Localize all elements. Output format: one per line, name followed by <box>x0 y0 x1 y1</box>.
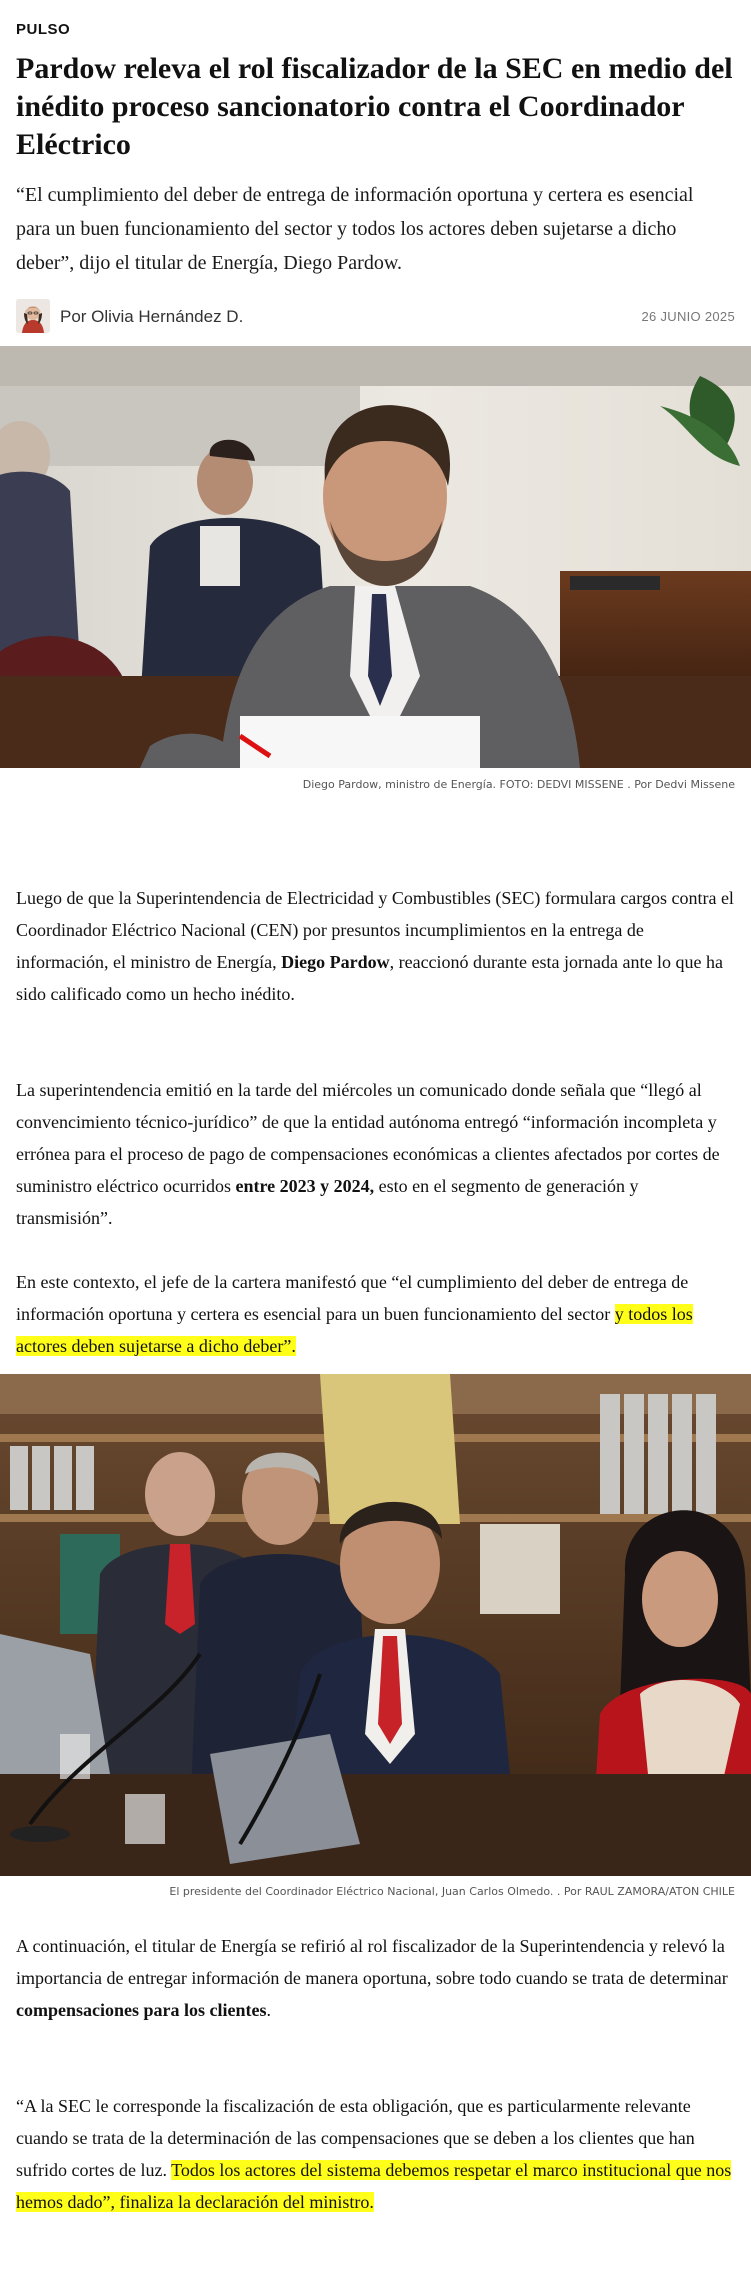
lead-photo-image <box>0 346 751 768</box>
body-paragraph-3 <box>16 1266 735 1362</box>
article-headline: Pardow releva el rol fiscalizador de la SEC en medio del inédito proceso sancionatorio contra el Coordinador Eléctrico <box>16 52 733 161</box>
second-photo <box>0 1374 751 1876</box>
author-avatar-image <box>16 299 50 333</box>
p4-text: A continuación, el titular de Energía se refirió al rol fiscalizador de la Superintendencia y relevó la importancia de entregar información de manera oportuna, sobre todo cuando se trata de determinar <box>16 1936 728 1988</box>
lead-photo-caption: Diego Pardow, ministro de Energía. FOTO: DEDVI MISSENE . Por Dedvi Missene <box>302 778 735 791</box>
p5-text: “A la SEC le corresponde la fiscalización de esta obligación, que es particularmente relevante cuando se trata de la determinación de las compensaciones que se deben a los clientes que han sufrido cortes de luz. <box>16 2096 695 2180</box>
body-paragraph-2 <box>16 1074 735 1234</box>
p3-text: En este contexto, el jefe de la cartera manifestó que “el cumplimiento del deber de entrega de información oportuna y certera es esencial para un buen funcionamiento del sector <box>16 1272 689 1324</box>
p5-highlight: Todos los actores del sistema debemos respetar el marco institucional que nos hemos dado”, finaliza la declaración del ministro. <box>16 2160 732 2212</box>
p3-highlight: y todos los actores deben sujetarse a dicho deber”. <box>16 1304 693 1356</box>
p2-text-end: esto en el segmento de generación y transmisión”. <box>16 1176 639 1228</box>
p1-bold: Diego Pardow <box>281 952 390 972</box>
p2-bold: entre 2023 y 2024, <box>235 1176 375 1196</box>
byline <box>16 299 735 335</box>
second-photo-image <box>0 1374 751 1876</box>
author-avatar[interactable] <box>16 299 50 333</box>
body-paragraph-5 <box>16 2090 735 2218</box>
second-photo-caption: El presidente del Coordinador Eléctrico Nacional, Juan Carlos Olmedo. . Por RAUL ZAMORA/ATON CHILE <box>169 1885 735 1898</box>
body-paragraph-4 <box>16 1930 735 2026</box>
p4-bold: compensaciones para los clientes <box>16 2000 267 2020</box>
article-dek: “El cumplimiento del deber de entrega de información oportuna y certera es esencial para un buen funcionamiento del sector y todos los actores deben sujetarse a dicho deber”, dijo el titular de Energía, Diego Pardow. <box>16 184 694 274</box>
p1-text: Luego de que la Superintendencia de Electricidad y Combustibles (SEC) formulara cargos contra el Coordinador Eléctrico Nacional (CEN) por presuntos incumplimientos en la entrega de información, el ministro de Energía, <box>16 888 734 972</box>
p1-text-end: , reaccionó durante esta jornada ante lo que ha sido calificado como un hecho inédito. <box>16 952 723 1004</box>
body-paragraph-1 <box>16 882 735 1010</box>
section-label[interactable]: PULSO <box>16 21 71 38</box>
p4-text-end: . <box>266 2000 271 2020</box>
publish-date: 26 JUNIO 2025 <box>641 309 735 324</box>
author-name[interactable]: Por Olivia Hernández D. <box>60 307 244 326</box>
lead-photo <box>0 346 751 768</box>
p2-text: La superintendencia emitió en la tarde del miércoles un comunicado donde señala que “llegó al convencimiento técnico-jurídico” de que la entidad autónoma entregó “información incompleta y errónea para el proceso de pago de compensaciones económicas a clientes afectados por cortes de suministro eléctrico ocurridos <box>16 1080 720 1196</box>
